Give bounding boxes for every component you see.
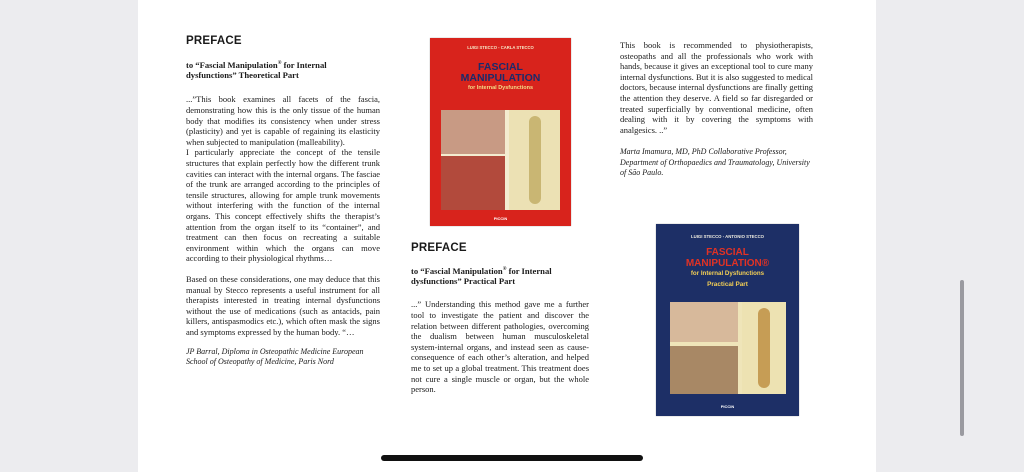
vertical-scrollbar[interactable] <box>960 280 964 436</box>
left-paragraph-3: Based on these considerations, one may deduce that this manual by Stecco represents a useful instrument for all therapists interested in treating internal dysfunctions without the use of medications (such as antacids, pain killers, antispasmodics etc.), which often mask the signs and symptoms expressed by the human body. “… <box>186 273 380 337</box>
book-cover-practical <box>656 224 799 416</box>
imamura-signature: Marta Imamura, MD, PhD Collaborative Professor, Department of Orthopaedics and Traumatology, University of São Paulo. <box>620 147 810 178</box>
book-cover-image <box>670 302 786 394</box>
book-publisher: PICCIN <box>493 216 508 221</box>
right-column <box>620 40 813 179</box>
middle-paragraph-1: ...” Understanding this method gave me a further tool to investigate the patient and discover the relation between different pathologies, overcoming the dualism between human musculoskeletal system-internal organs, and instead seen as cause-consequence of each other’s alteration, and helped me to set up a global treatment. This treatment does not cure a single muscle or organ, but the whole person. <box>411 299 589 395</box>
book-title: FASCIAL MANIPULATION <box>460 61 541 84</box>
book-subtitle: for Internal Dysfunctions <box>467 85 534 91</box>
book-part: Practical Part <box>707 281 748 288</box>
anatomy-figure <box>529 116 541 204</box>
left-column <box>186 36 380 367</box>
preface-heading-theoretical: PREFACE <box>186 35 242 47</box>
book-subtitle: for Internal Dysfunctions <box>690 270 765 277</box>
barral-signature: JP Barral, Diploma in Osteopathic Medicine European School of Osteopathy of Medicine, Paris Nord <box>186 346 364 366</box>
document-page <box>138 0 876 472</box>
preface-subtitle-theoretical: to “Fascial Manipulation® for Internal dysfunctions” Theoretical Part <box>186 59 327 81</box>
preface-subtitle-practical: to “Fascial Manipulation® for Internal dysfunctions” Practical Part <box>411 265 552 287</box>
preface-heading-practical: PREFACE <box>411 242 467 254</box>
book-publisher: PICCIN <box>720 404 735 409</box>
right-paragraph-1: This book is recommended to physiotherapists, osteopaths and all the professionals who work with hands, because it gives an exceptional tool to cure many internal dysfunctions. But it is also suggested to medical doctors, because internal dysfunctions are finally getting the attention they deserve. A field so far disregarded or treated superficially by conventional medicine, often dealing with it by covering the symptoms with analgesics. ..” <box>620 40 813 135</box>
anatomy-figure <box>758 308 770 388</box>
book-cover-theoretical <box>430 38 571 226</box>
book-authors: LUIGI STECCO - CARLA STECCO <box>467 45 534 50</box>
book-cover-image <box>441 110 560 210</box>
book-title: FASCIAL MANIPULATION® <box>685 247 770 269</box>
left-paragraph-2: I particularly appreciate the concept of the tensile structures that explain perfectly how the different trunk cavities can interact with the internal organs. The fasciae of the trunk are arranged according to the principles of tensile structures, allowing for ample trunk movements without interfering with the function of the internal organs. This concept effectively shifts the therapist’s attention from the organ itself to its “container”, and treatment can then focus on recreating a suitable environment within which the organs can move according to their physiological rhythms… <box>186 147 380 264</box>
middle-column <box>411 243 589 395</box>
home-indicator[interactable] <box>381 455 643 461</box>
left-paragraph-1: ...”This book examines all facets of the fascia, demonstrating how this is the only tissue of the human body that modifies its consistency when under stress (plasticity) and yet is capable of regaining its elasticity when subjected to manipulation (malleability). <box>186 94 380 147</box>
book-authors: LUIGI STECCO - ANTONIO STECCO <box>690 234 765 239</box>
